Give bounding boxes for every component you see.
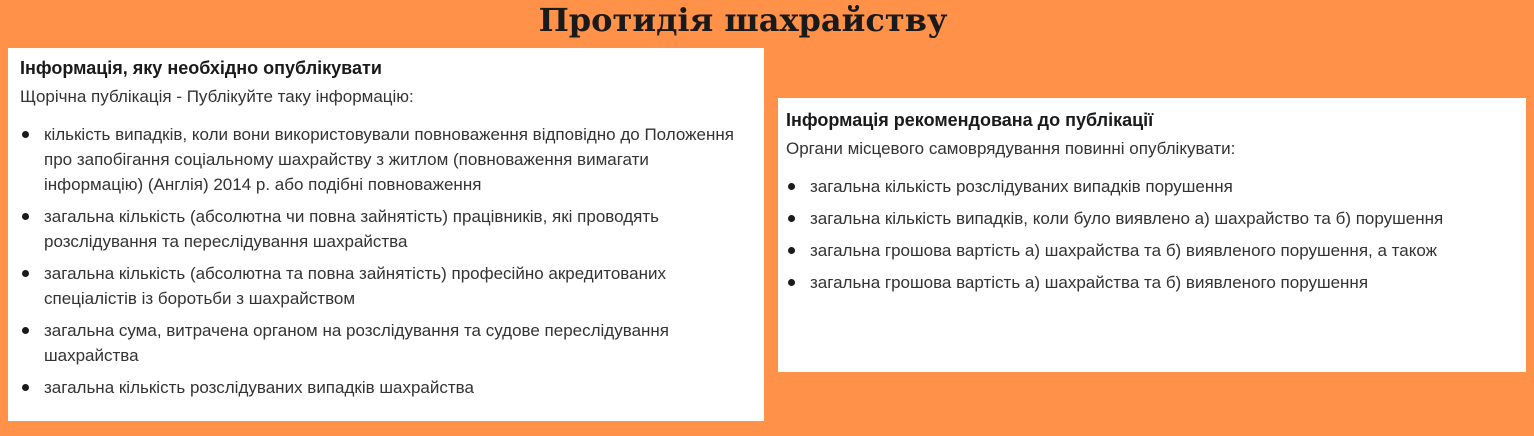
list-item <box>20 204 752 254</box>
list-item-text: загальна кількість випадків, коли було виявлено а) шахрайство та б) порушення <box>810 209 1444 228</box>
bullet-icon <box>22 213 29 220</box>
list-item-text: кількість випадків, коли вони використовували повноваження відповідно до Положення про запобігання соціальному шахрайству з житлом (повноваження вимагати інформацію) (Англія) 2014 р. або подібні повноваження <box>44 125 734 194</box>
list-item <box>20 122 752 197</box>
list-item <box>786 174 1518 199</box>
list-item-text: загальна кількість розслідуваних випадків шахрайства <box>44 378 474 397</box>
page-title: Протидія шахрайству <box>538 1 948 39</box>
recommended-info-heading: Інформація рекомендована до публікації <box>786 110 1154 130</box>
list-item-text: загальна грошова вартість а) шахрайства та б) виявленого порушення <box>810 273 1369 292</box>
list-item <box>786 238 1518 263</box>
required-info-panel <box>8 48 764 421</box>
required-info-list <box>20 122 752 400</box>
bullet-icon <box>22 270 29 277</box>
recommended-info-intro: Органи місцевого самоврядування повинні опублікувати: <box>786 139 1236 158</box>
list-item-text: загальна сума, витрачена органом на розслідування та судове переслідування шахрайства <box>44 321 670 365</box>
required-info-heading: Інформація, яку необхідно опублікувати <box>20 58 382 78</box>
list-item <box>20 318 752 368</box>
bullet-icon <box>788 247 795 254</box>
list-item <box>20 375 752 400</box>
recommended-info-list <box>786 174 1518 295</box>
bullet-icon <box>788 215 795 222</box>
bullet-icon <box>788 279 795 286</box>
list-item <box>786 270 1518 295</box>
bullet-icon <box>22 384 29 391</box>
list-item-text: загальна кількість (абсолютна та повна зайнятість) професійно акредитованих спеціалістів із боротьби з шахрайством <box>44 264 666 308</box>
bullet-icon <box>22 327 29 334</box>
recommended-info-panel <box>778 98 1526 372</box>
list-item-text: загальна грошова вартість а) шахрайства та б) виявленого порушення, а також <box>810 241 1437 260</box>
list-item-text: загальна кількість розслідуваних випадків порушення <box>810 177 1233 196</box>
bullet-icon <box>22 131 29 138</box>
list-item <box>786 206 1518 231</box>
required-info-intro: Щорічна публікація - Публікуйте таку інформацію: <box>20 87 414 106</box>
list-item <box>20 261 752 311</box>
list-item-text: загальна кількість (абсолютна чи повна зайнятість) працівників, які проводять розслідування та переслідування шахрайства <box>44 207 659 251</box>
bullet-icon <box>788 183 795 190</box>
